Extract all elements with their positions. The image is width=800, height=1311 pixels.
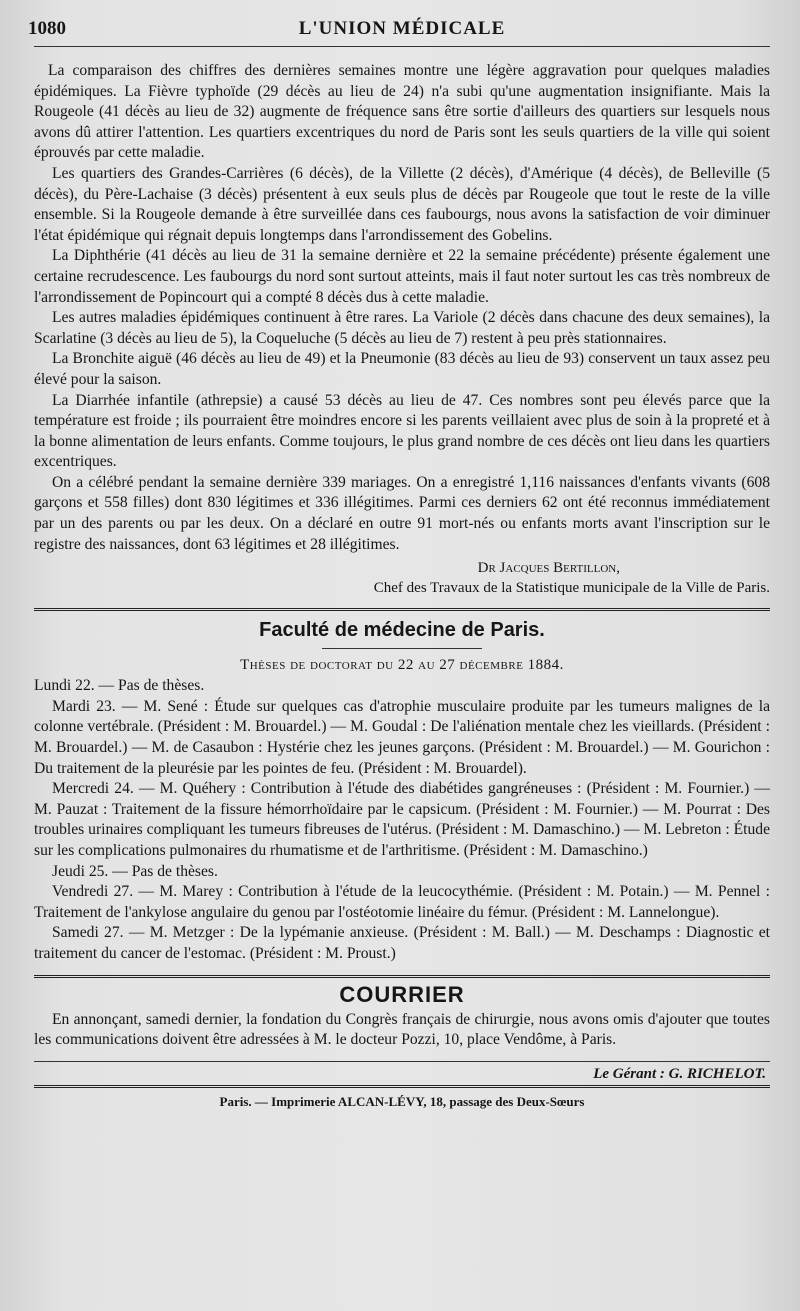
statistics-article bbox=[34, 61, 770, 598]
theses-day: Jeudi 25. — Pas de thèses. bbox=[52, 862, 218, 880]
header-rule bbox=[34, 46, 770, 47]
article-paragraph: On a célébré pendant la semaine dernière 339 mariages. On a enregistré 1,116 naissances d'enfants vivants (608 garçons et 558 filles) dont 830 légitimes et 336 illégitimes. Parmi ces derniers 62 ont été reconnus immédiatement par un des parents ou par les deux. On a déclaré en outre 91 mort-nés ou enfants morts avant l'inscription sur le registre des naissances, dont 63 légitimes et 28 illégitimes. bbox=[34, 473, 770, 553]
article-paragraph: La Diarrhée infantile (athrepsie) a causé 53 décès au lieu de 47. Ces nombres sont peu élevés parce que la température est froide ; ils pourraient être moindres encore si les parents veillaient avec plus de soin à la propreté et à la bonne alimentation de leurs enfants. Comme toujours, le plus grand nombre de ces décès ont lieu dans les quartiers excentriques. bbox=[34, 391, 770, 471]
footer-rule bbox=[34, 1061, 770, 1062]
article-paragraph: Les autres maladies épidémiques continuent à être rares. La Variole (2 décès dans chacune des deux semaines), la Scarlatine (3 décès au lieu de 5), la Coqueluche (5 décès au lieu de 7) restent à peu près stationnaires. bbox=[34, 309, 770, 347]
courrier-text: En annonçant, samedi dernier, la fondation du Congrès français de chirurgie, nous avons omis d'ajouter que toutes les communications doivent être adressées à M. le docteur Pozzi, 10, place Vendôme, à Paris. bbox=[34, 1010, 770, 1049]
article-paragraph: Les quartiers des Grandes-Carrières (6 décès), de la Villette (2 décès), d'Amérique (4 décès), de Belleville (5 décès), du Père-Lachaise (3 décès) présentent à eux seuls plus de décès par Rougeole que tout le reste de la ville ensemble. Si la Rougeole demande à être surveillée dans ces faubourgs, nous avons la satisfaction de voir diminuer l'état épidémique qui régnait depuis longtemps dans l'arrondissement des Gobelins. bbox=[34, 164, 770, 244]
faculte-title: Faculté de médecine de Paris. bbox=[259, 619, 545, 642]
theses-day: Samedi 27. — M. Metzger : De la lypémanie anxieuse. (Président : M. Ball.) — M. Deschamps : Diagnostic et traitement du cancer de l'estomac. (Président : M. Proust.) bbox=[34, 924, 770, 962]
article-paragraph: La Bronchite aiguë (46 décès au lieu de 49) et la Pneumonie (83 décès au lieu de 93) conservent un taux assez peu élevé pour la saison. bbox=[34, 350, 770, 388]
theses-day: Mercredi 24. — M. Quéhery : Contribution à l'étude des diabétides gangréneuses : (Président : M. Fournier.) — M. Pauzat : Traitement de la fissure hémorrhoïdaire par le capsicum. (Président : M. Fournier.) — M. Pourrat : Des troubles urinaires compliquant les tumeurs fibreuses de l'utérus. (Président : M. Damaschino.) — M. Lebreton : Étude sur les complications pulmonaires du rhumatisme et de l'arthritisme. (Président : M. Damaschino.) bbox=[34, 780, 770, 859]
gerant-signature: Le Gérant : G. RICHELOT. bbox=[593, 1065, 766, 1082]
faculte-subtitle: Thèses de doctorat du 22 au 27 décembre 1884. bbox=[240, 657, 564, 674]
theses-day: Vendredi 27. — M. Marey : Contribution à l'étude de la leucocythémie. (Président : M. Potain.) — M. Pennel : Traitement de l'ankylose angulaire du genou par l'ostéotomie linéaire du fémur. (Président : M. Lannelongue). bbox=[34, 883, 770, 921]
author-title: Chef des Travaux de la Statistique municipale de la Ville de Paris. bbox=[373, 580, 770, 597]
courrier-section bbox=[34, 982, 770, 1051]
section-divider bbox=[34, 975, 770, 978]
faculte-section bbox=[34, 619, 770, 964]
article-paragraph: La Diphthérie (41 décès au lieu de 31 la semaine dernière et 22 la semaine précédente) présente également une certaine recrudescence. Les faubourgs du nord sont surtout atteints, mais il faut noter surtout les cas très nombreux de l'arrondissement de Popincourt qui a compté 8 décès dus à cette maladie. bbox=[34, 247, 770, 306]
footer-double-rule bbox=[34, 1085, 770, 1088]
page-number: 1080 bbox=[28, 18, 66, 39]
author-signature bbox=[34, 558, 770, 598]
theses-day: Lundi 22. — Pas de thèses. bbox=[34, 677, 205, 695]
printer-imprint: Paris. — Imprimerie ALCAN-LÉVY, 18, passage des Deux-Sœurs bbox=[219, 1093, 585, 1109]
page-header bbox=[28, 18, 770, 44]
title-underline bbox=[322, 648, 482, 649]
article-paragraph: La comparaison des chiffres des dernières semaines montre une légère aggravation pour quelques maladies épidémiques. La Fièvre typhoïde (29 décès au lieu de 24) n'a subi qu'une augmentation insignifiante. Mais la Rougeole (41 décès au lieu de 32) augmente de fréquence sans être sortie d'ailleurs des quartiers sur lesquels nous avons dû attirer l'attention. Les quartiers excentriques du nord de Paris sont les seuls quartiers de la ville qui soient éprouvés par cette maladie. bbox=[34, 62, 770, 162]
author-name: Dr Jacques Bertillon, bbox=[477, 560, 620, 577]
section-divider bbox=[34, 608, 770, 611]
theses-day: Mardi 23. — M. Sené : Étude sur quelques cas d'atrophie musculaire produite par les tumeurs malignes de la colonne vertébrale. (Président : M. Brouardel.) — M. Goudal : De l'aliénation mentale chez les vieillards. (Président : M. Brouardel.) — M. de Casaubon : Hystérie chez les jeunes garçons. (Président : M. Brouardel.) — M. Gourichon : Du traitement de la pleurésie par les pointes de feu. (Président : M. Brouardel). bbox=[34, 697, 770, 777]
journal-title: L'UNION MÉDICALE bbox=[298, 18, 506, 39]
courrier-title: COURRIER bbox=[339, 981, 465, 1007]
